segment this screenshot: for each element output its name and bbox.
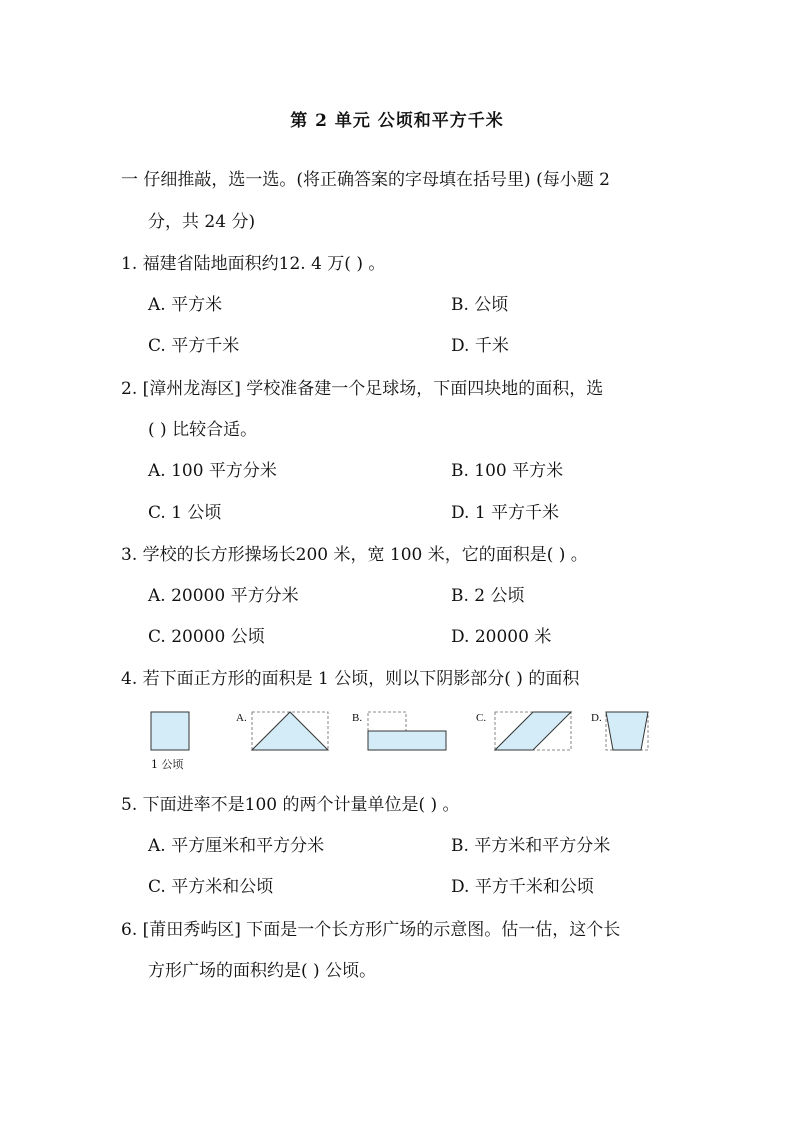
question-6-stem-line1: 6. [莆田秀屿区] 下面是一个长方形广场的示意图。估一估，这个长 bbox=[121, 920, 621, 940]
question-3-option-a: A. 20000 平方分米 bbox=[148, 586, 299, 606]
figure-label-c: C. bbox=[476, 712, 487, 724]
reference-square bbox=[151, 712, 189, 750]
question-5-option-d: D. 平方千米和公顷 bbox=[451, 877, 594, 897]
question-2-option-c: C. 1 公顷 bbox=[148, 503, 222, 523]
area-shapes-figure bbox=[145, 706, 665, 776]
question-3-option-d: D. 20000 米 bbox=[451, 627, 552, 647]
page-title: 第 2 单元 公顷和平方千米 bbox=[290, 111, 504, 131]
question-1-option-a: A. 平方米 bbox=[148, 295, 223, 315]
option-b-dashed-outline bbox=[368, 712, 406, 731]
question-6-stem-line2: 方形广场的面积约是( ) 公顷。 bbox=[148, 961, 377, 981]
question-3-option-b: B. 2 公顷 bbox=[451, 586, 525, 606]
question-3-option-c: C. 20000 公顷 bbox=[148, 627, 265, 647]
question-2-option-d: D. 1 平方千米 bbox=[451, 503, 560, 523]
option-d-trapezoid bbox=[606, 712, 648, 750]
option-c-parallelogram bbox=[495, 712, 571, 750]
question-4-figure bbox=[145, 706, 665, 776]
figure-label-b: B. bbox=[352, 712, 363, 724]
question-5-option-c: C. 平方米和公顷 bbox=[148, 877, 274, 897]
question-2-stem-line1: 2. [漳州龙海区] 学校准备建一个足球场，下面四块地的面积，选 bbox=[121, 379, 604, 399]
question-1-option-d: D. 千米 bbox=[451, 336, 509, 356]
question-5-option-b: B. 平方米和平方分米 bbox=[451, 836, 611, 856]
question-2-option-b: B. 100 平方米 bbox=[451, 461, 564, 481]
question-5-option-a: A. 平方厘米和平方分米 bbox=[148, 836, 325, 856]
section-heading-line1: 一 仔细推敲，选一选。(将正确答案的字母填在括号里) (每小题 2 bbox=[121, 170, 610, 190]
option-a-triangle bbox=[252, 712, 328, 750]
question-5-stem: 5. 下面进率不是100 的两个计量单位是( ) 。 bbox=[121, 795, 460, 815]
question-1-stem: 1. 福建省陆地面积约12. 4 万( ) 。 bbox=[121, 254, 386, 274]
reference-square-caption: 1 公顷 bbox=[151, 758, 184, 771]
section-heading-line2: 分，共 24 分) bbox=[148, 212, 256, 232]
figure-label-a: A. bbox=[236, 712, 247, 724]
question-1-option-b: B. 公顷 bbox=[451, 295, 509, 315]
question-2-option-a: A. 100 平方分米 bbox=[148, 461, 277, 481]
figure-label-d: D. bbox=[591, 712, 602, 724]
option-b-rectangle bbox=[368, 731, 446, 750]
question-1-option-c: C. 平方千米 bbox=[148, 336, 240, 356]
question-4-stem: 4. 若下面正方形的面积是 1 公顷，则以下阴影部分( ) 的面积 bbox=[121, 669, 580, 689]
question-2-stem-line2: ( ) 比较合适。 bbox=[148, 420, 258, 440]
question-3-stem: 3. 学校的长方形操场长200 米，宽 100 米，它的面积是( ) 。 bbox=[121, 545, 588, 565]
